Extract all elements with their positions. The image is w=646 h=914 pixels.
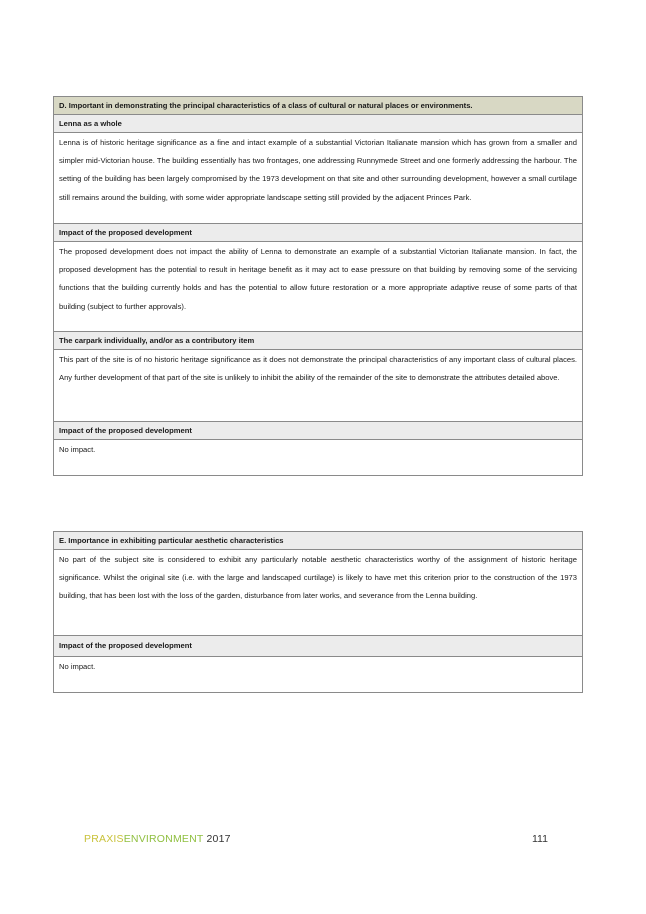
footer-year: 2017 — [206, 833, 231, 845]
row-text-impact-aesthetic: No impact. — [54, 657, 583, 693]
row-text-lenna-as-a-whole: Lenna is of historic heritage significance as a fine and intact example of a substantial Victorian Italianate mansion which has grown from a smaller and simpler mid-Victorian house. The building essentially has two frontages, one addressing Runnymede Street and one formerly addressing the harbour. The setting of the building has been largely compromised by the 1973 development on that site and other surrounding development, however a small curtilage still remains around the building, with some wider appropriate landscape setting still provided by the adjacent Princes Park. — [54, 133, 583, 224]
row-header-impact-carpark: Impact of the proposed development — [54, 422, 583, 440]
row-text-aesthetic: No part of the subject site is considered to exhibit any particularly notable aesthetic characteristics worthy of the assignment of historic heritage significance. Whilst the original site (i.e. with the large and landscaped curtilage) is likely to have met this criterion prior to the construction of the 1973 building, that has been lost with the loss of the garden, disturbance from later works, and severance from the Lenna building. — [54, 550, 583, 636]
row-header-impact-lenna: Impact of the proposed development — [54, 224, 583, 242]
row-header-carpark: The carpark individually, and/or as a contributory item — [54, 332, 583, 350]
row-text-impact-carpark: No impact. — [54, 440, 583, 476]
row-text-impact-lenna: The proposed development does not impact the ability of Lenna to demonstrate an example of a substantial Victorian Italianate mansion. In fact, the proposed development has the potential to result in heritage benefit as it may act to ease pressure on that building by removing some of the servicing functions that the building currently holds and has the potential to allow future restoration or a more appropriate adaptive reuse of some parts of that building (subject to further approvals). — [54, 242, 583, 332]
brand-praxis: PRAXIS — [84, 833, 124, 845]
page-number: 111 — [532, 833, 548, 845]
footer-brand — [84, 833, 231, 845]
row-header-impact-aesthetic: Impact of the proposed development — [54, 636, 583, 657]
criterion-d-title: D. Important in demonstrating the principal characteristics of a class of cultural or natural places or environments. — [54, 97, 583, 115]
row-text-carpark: This part of the site is of no historic heritage significance as it does not demonstrate the principal characteristics of any important class of cultural places. Any further development of that part of the site is unlikely to inhibit the ability of the remainder of the site to demonstrate the attributes detailed above. — [54, 350, 583, 422]
brand-environment: ENVIRONMENT — [123, 833, 204, 845]
row-header-lenna-as-a-whole: Lenna as a whole — [54, 115, 583, 133]
criterion-e-table — [53, 531, 583, 693]
criterion-e-title: E. Importance in exhibiting particular aesthetic characteristics — [54, 532, 583, 550]
criterion-d-table — [53, 96, 583, 476]
